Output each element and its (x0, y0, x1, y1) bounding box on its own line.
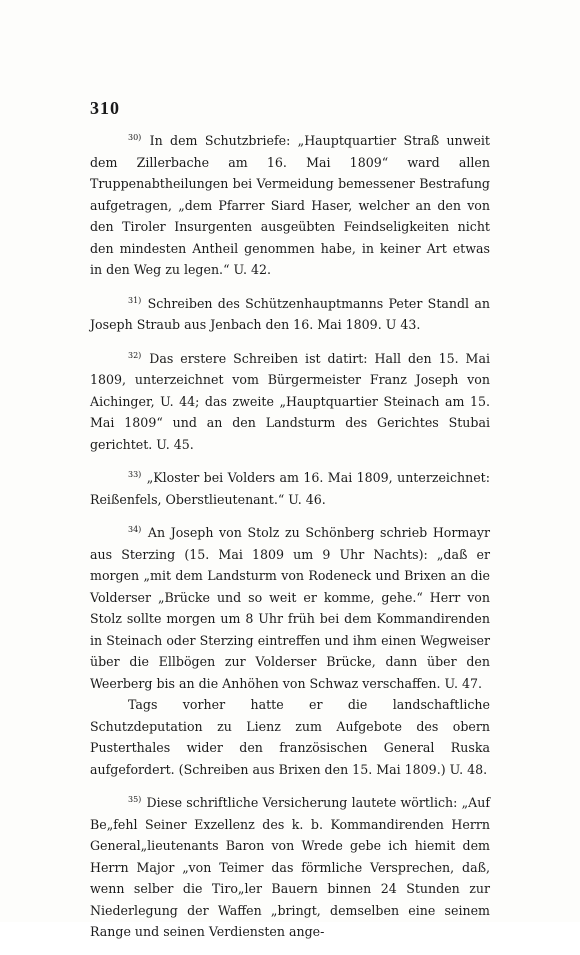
footnote-text: Diese schriftliche Versicherung lautete wörtlich: „Auf Be„fehl Seiner Exzellenz des k. b. Kommandirenden Herrn General„lieutenants Baron von Wrede gebe ich hiemit dem Herrn Major „von Teimer das förmliche Versprechen, daß, wenn selber die Tiro„ler Bauern binnen 24 Stunden zur Niederlegung der Waffen „bringt, demselben eine seinem Range und seinen Verdiensten ange- (90, 795, 491, 939)
footnotes-section (90, 130, 490, 955)
footnote-marker: 35) (128, 795, 142, 804)
page-number: 310 (90, 98, 120, 118)
footnote-34-continuation: Tags vorher hatte er die landschaftliche Schutzdeputation zu Lienz zum Aufgebote des obern Pusterthales wider den französischen General Ruska aufgefordert. (Schreiben aus Brixen den 15. Mai 1809.) U. 48. (90, 697, 490, 777)
footnote-32 (90, 348, 490, 456)
footnote-35 (90, 792, 490, 943)
footnote-marker: 32) (128, 350, 142, 360)
footnote-31 (90, 293, 490, 336)
footnote-marker: 34) (128, 525, 142, 534)
footnote-text: In dem Schutzbriefe: „Hauptquartier Straß unweit dem Zillerbache am 16. Mai 1809“ ward allen Truppenabtheilungen bei Vermeidung bemessener Bestrafung aufgetragen, „dem Pfarrer Siard Haser, welcher an den von den Tiroler Insurgenten ausgeübten Feindseligkeiten nicht den mindesten Antheil genommen habe, in keiner Art etwas in den Weg zu legen.“ U. 42. (90, 133, 490, 277)
footnote-34 (90, 522, 490, 694)
footnote-33 (90, 467, 490, 510)
footnote-marker: 31) (128, 295, 142, 305)
footnote-30 (90, 130, 490, 281)
footnote-text: „Kloster bei Volders am 16. Mai 1809, unterzeichnet: Reißenfels, Oberstlieutenant.“ U. 46. (90, 470, 490, 507)
footnote-text: An Joseph von Stolz zu Schönberg schrieb Hormayr aus Sterzing (15. Mai 1809 um 9 Uhr Nachts): „daß er morgen „mit dem Landsturm von Rodeneck und Brixen an die Volderser „Brücke und so weit er komme, gehe.“ Herr von Stolz sollte morgen um 8 Uhr früh bei dem Kommandirenden in Steinach oder Sterzing eintreffen und ihm einen Wegweiser über die Ellbögen zur Volderser Brücke, dann über den Weerberg bis an die Anhöhen von Schwaz verschaffen. U. 47. (90, 525, 490, 691)
footnote-marker: 30) (128, 133, 142, 142)
footnote-marker: 33) (128, 470, 142, 479)
footnote-text: Schreiben des Schützenhauptmanns Peter Standl an Joseph Straub aus Jenbach den 16. Mai 1809. U 43. (90, 295, 490, 332)
footnote-text: Das erstere Schreiben ist datirt: Hall den 15. Mai 1809, unterzeichnet vom Bürgermeister Franz Joseph von Aichinger, U. 44; das zweite „Hauptquartier Steinach am 15. Mai 1809“ und an den Landsturm des Gerichtes Stubai gerichtet. U. 45. (90, 350, 490, 452)
